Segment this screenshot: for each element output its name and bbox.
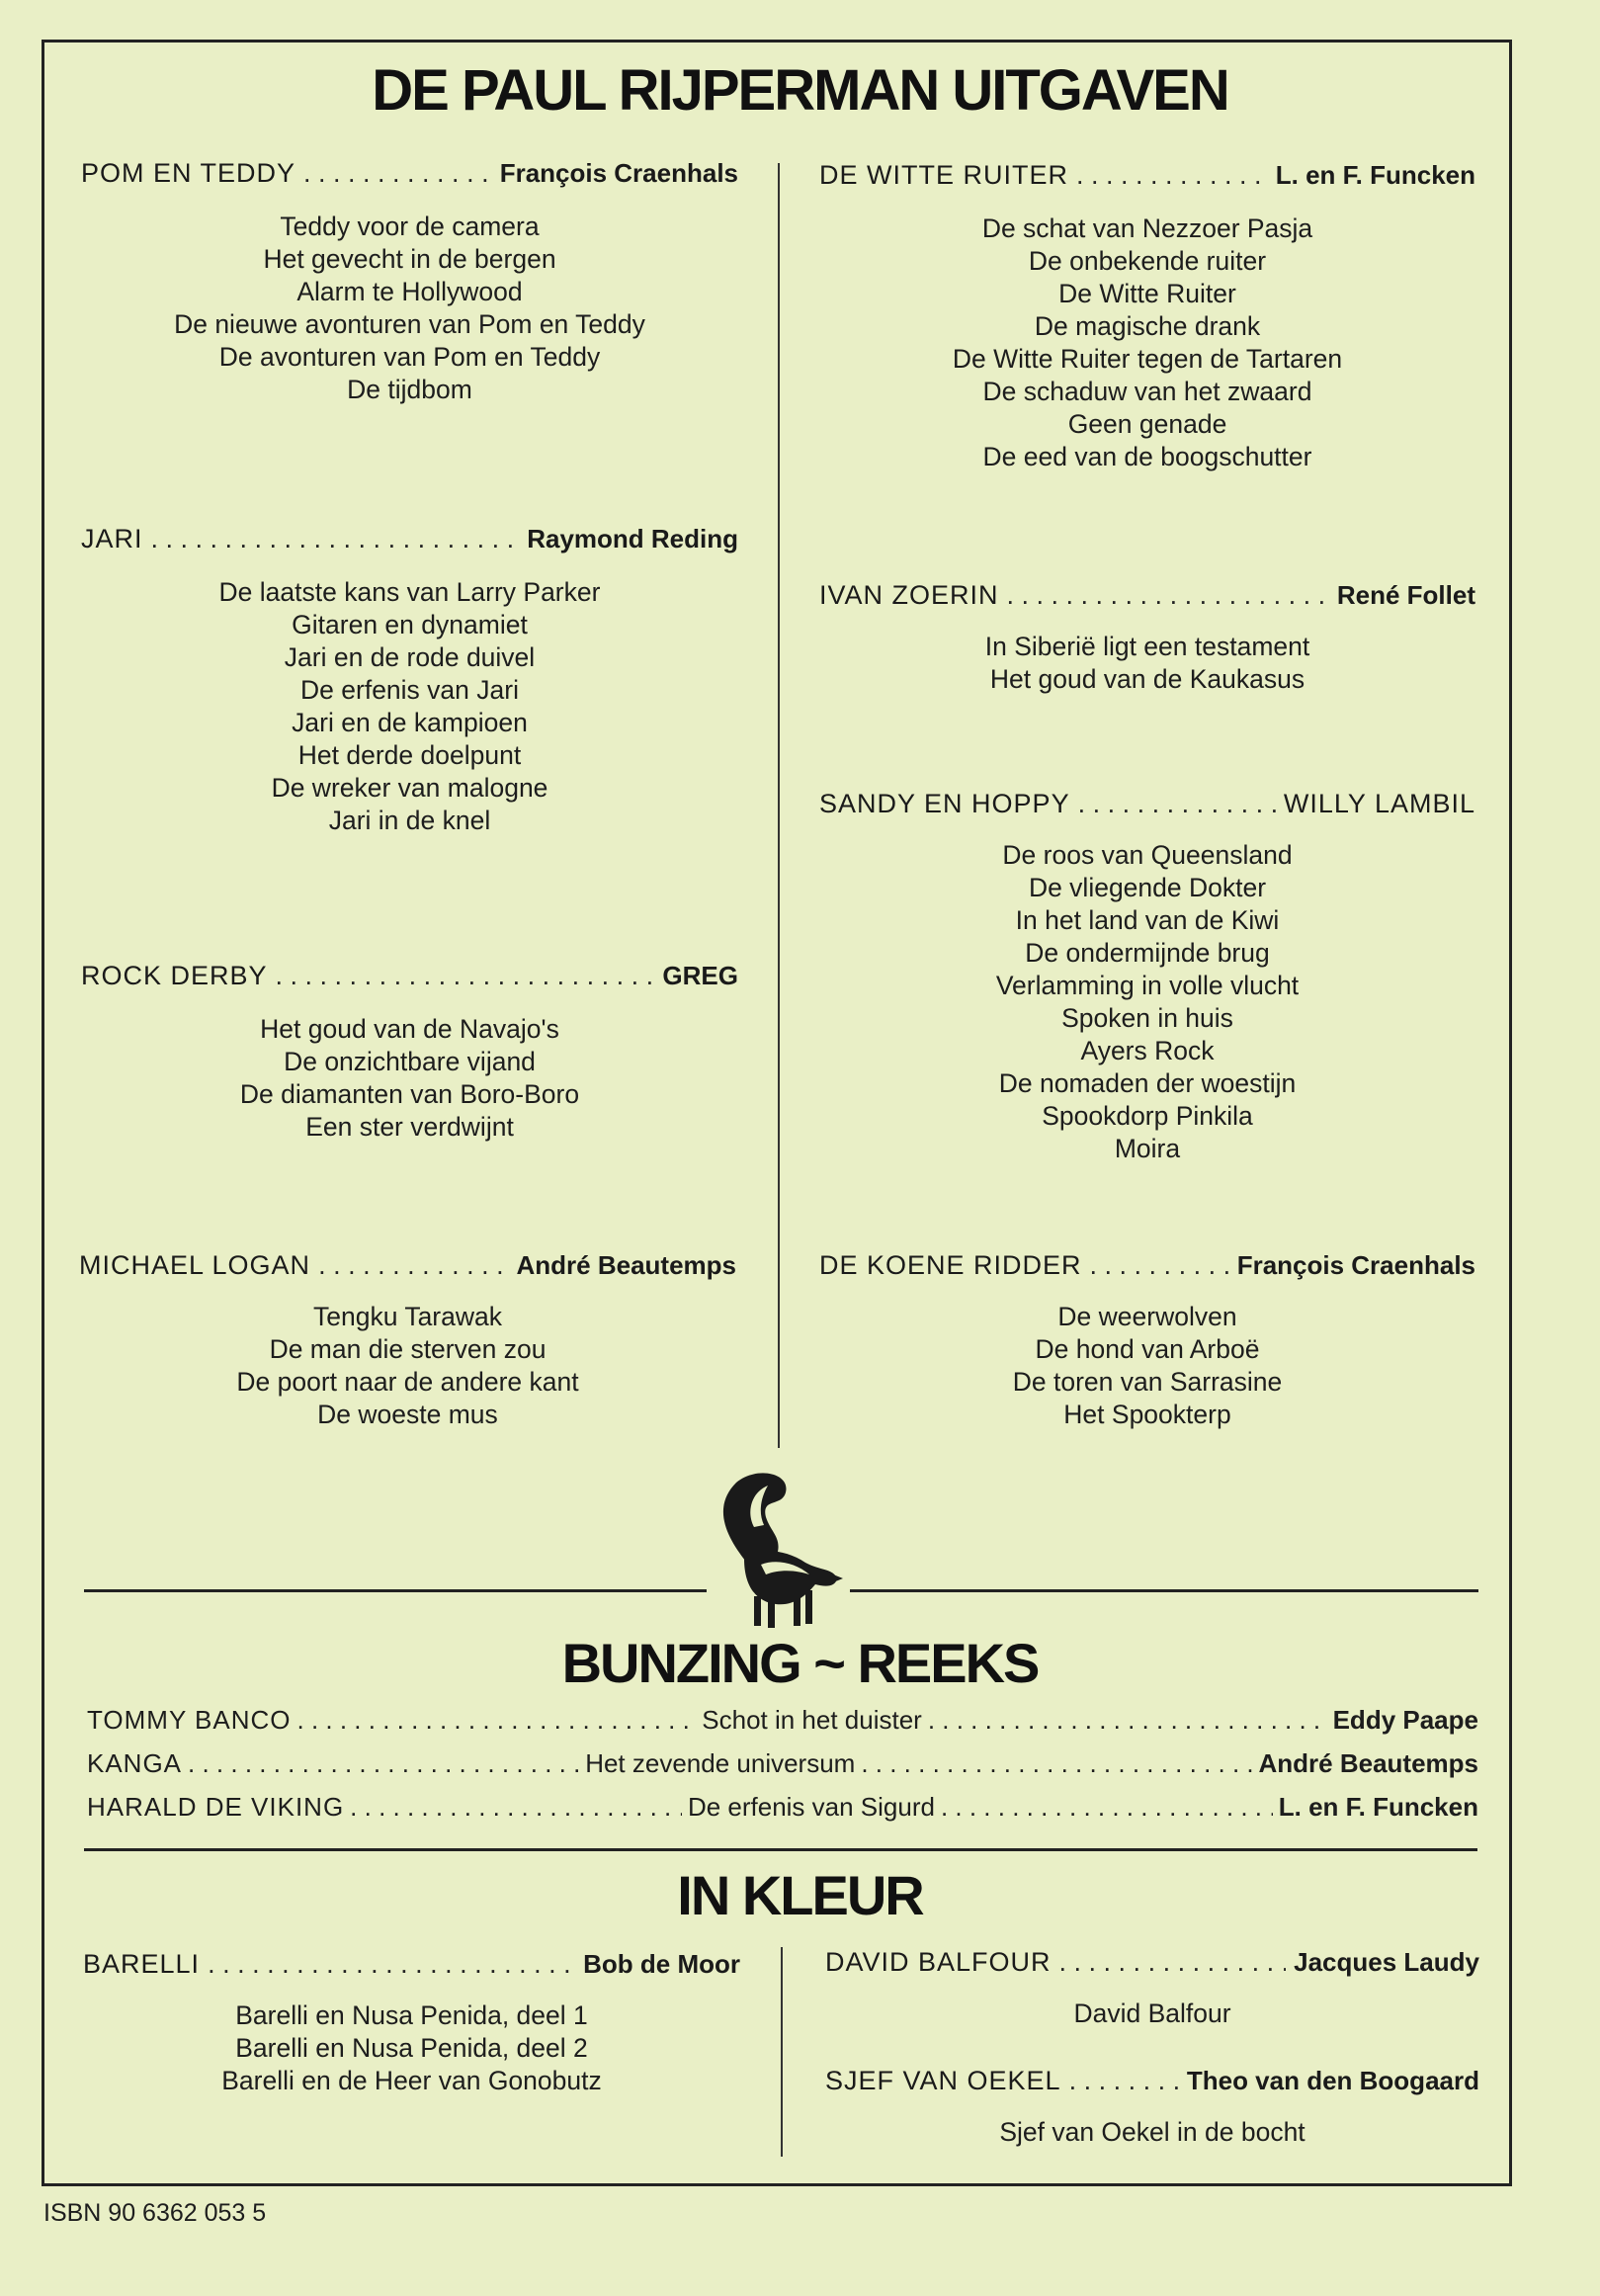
list-item: De diamanten van Boro-Boro: [239, 1079, 580, 1109]
series-author: René Follet: [1336, 580, 1475, 610]
title-list: [81, 576, 738, 837]
list-item: De avonturen van Pom en Teddy: [218, 342, 601, 372]
list-item: De weerwolven: [1057, 1302, 1237, 1331]
series-author: André Beautemps: [1258, 1748, 1478, 1778]
title-list: [819, 631, 1475, 696]
title-list: [81, 1013, 738, 1144]
list-item: David Balfour: [1073, 1998, 1231, 2028]
list-item: In het land van de Kiwi: [1015, 905, 1280, 935]
series-name: POM EN TEDDY: [81, 158, 296, 188]
list-item: De nieuwe avonturen van Pom en Teddy: [174, 309, 645, 339]
leader-dots: [941, 1792, 1273, 1823]
list-item: Het goud van de Navajo's: [260, 1014, 559, 1044]
section-title: BUNZING ~ REEKS: [561, 1632, 1039, 1694]
series-author: Theo van den Boogaard: [1186, 2066, 1479, 2095]
list-item: De laatste kans van Larry Parker: [218, 577, 601, 607]
leader-dots: [1059, 1947, 1287, 1978]
title-list: [81, 211, 738, 406]
list-item: De vliegende Dokter: [1028, 873, 1267, 902]
list-item: De Witte Ruiter tegen de Tartaren: [952, 344, 1343, 374]
series-author: François Craenhals: [1236, 1250, 1475, 1280]
title-list: [825, 2116, 1479, 2149]
list-item: Alarm te Hollywood: [296, 277, 523, 306]
series-name: ROCK DERBY: [81, 961, 268, 990]
skunk-logo-icon: [707, 1468, 845, 1636]
leader-dots: [318, 1250, 508, 1281]
list-item: Moira: [1114, 1134, 1181, 1163]
leader-dots: [276, 961, 655, 991]
book-title: Het zevende universum: [585, 1748, 856, 1778]
list-item: De erfenis van Jari: [300, 675, 519, 705]
list-item: De eed van de boogschutter: [982, 442, 1312, 471]
series-block: [79, 1250, 736, 1431]
list-item: Barelli en Nusa Penida, deel 2: [235, 2033, 588, 2063]
leader-dots: [1069, 2066, 1179, 2096]
list-item: Het goud van de Kaukasus: [989, 664, 1305, 694]
list-item: De wreker van malogne: [271, 773, 548, 803]
series-block: [819, 1250, 1475, 1431]
leader-dots: [1090, 1250, 1229, 1281]
list-item: Barelli en Nusa Penida, deel 1: [235, 2000, 588, 2030]
list-item: De Witte Ruiter: [1058, 279, 1236, 308]
series-block: [81, 524, 738, 837]
series-name: MICHAEL LOGAN: [79, 1250, 311, 1280]
series-heading: [83, 1949, 740, 1980]
leader-dots: [151, 524, 520, 554]
isbn-label: ISBN 90 6362 053 5: [43, 2199, 267, 2227]
series-name: TOMMY BANCO: [87, 1705, 292, 1735]
leader-dots: [303, 158, 492, 189]
list-item: De toren van Sarrasine: [1012, 1367, 1283, 1397]
series-block: [825, 2066, 1479, 2149]
list-item: Ayers Rock: [1080, 1036, 1215, 1065]
series-author: Jacques Laudy: [1294, 1947, 1479, 1977]
leader-dots: [1007, 580, 1329, 611]
series-heading: [819, 160, 1475, 191]
series-heading: [819, 1250, 1475, 1281]
series-author: André Beautemps: [516, 1250, 736, 1280]
list-item: Gitaren en dynamiet: [292, 610, 528, 639]
leader-dots: [861, 1748, 1252, 1779]
leader-dots: [297, 1705, 697, 1736]
divider-rule: [850, 1589, 1478, 1592]
leader-dots: [928, 1705, 1327, 1736]
divider-rule: [84, 1848, 1477, 1851]
page-title: DE PAUL RIJPERMAN UITGAVEN: [372, 58, 1228, 123]
list-item: De onbekende ruiter: [1028, 246, 1267, 276]
list-item: Sjef van Oekel in de bocht: [999, 2117, 1305, 2147]
list-item: Het Spookterp: [1063, 1400, 1231, 1429]
series-name: DAVID BALFOUR: [825, 1947, 1052, 1977]
list-item: Het derde doelpunt: [297, 740, 522, 770]
series-name: SANDY EN HOPPY: [819, 789, 1070, 818]
series-block: [83, 1949, 740, 2097]
list-item: De ondermijnde brug: [1025, 938, 1270, 968]
column-divider: [778, 163, 780, 1448]
list-item: De hond van Arboë: [1035, 1334, 1260, 1364]
list-item: De nomaden der woestijn: [998, 1068, 1297, 1098]
list-item: [87, 1705, 1478, 1736]
series-name: JARI: [81, 524, 143, 553]
series-author: Bob de Moor: [583, 1949, 740, 1979]
series-author: GREG: [662, 961, 738, 990]
list-item: Jari en de rode duivel: [284, 642, 536, 672]
list-item: Een ster verdwijnt: [305, 1112, 514, 1142]
series-heading: [81, 961, 738, 991]
list-item: De roos van Queensland: [1002, 840, 1293, 870]
list-item: De woeste mus: [317, 1400, 498, 1429]
series-name: HARALD DE VIKING: [87, 1792, 345, 1822]
leader-dots: [350, 1792, 682, 1823]
leader-dots: [188, 1748, 579, 1779]
list-item: De tijdbom: [347, 375, 472, 404]
series-author: Raymond Reding: [527, 524, 738, 553]
list-item: Het gevecht in de bergen: [263, 244, 556, 274]
series-author: Eddy Paape: [1332, 1705, 1478, 1735]
list-item: Tengku Tarawak: [312, 1302, 502, 1331]
list-item: Spookdorp Pinkila: [1042, 1101, 1253, 1131]
list-item: De man die sterven zou: [269, 1334, 547, 1364]
list-item: Verlamming in volle vlucht: [995, 971, 1300, 1000]
series-heading: [79, 1250, 736, 1281]
series-heading: [81, 524, 738, 554]
title-list: [79, 1301, 736, 1431]
list-item: Teddy voor de camera: [280, 212, 540, 241]
list-item: Spoken in huis: [1061, 1003, 1233, 1033]
series-block: [819, 580, 1475, 696]
series-block: [81, 961, 738, 1144]
list-item: Jari in de knel: [328, 806, 491, 835]
list-item: Barelli en de Heer van Gonobutz: [221, 2066, 602, 2095]
series-author: WILLY LAMBIL: [1283, 789, 1475, 818]
series-name: IVAN ZOERIN: [819, 580, 999, 610]
series-author: François Craenhals: [499, 158, 738, 188]
list-item: In Siberië ligt een testament: [984, 632, 1310, 661]
series-name: DE KOENE RIDDER: [819, 1250, 1082, 1280]
section-title: IN KLEUR: [677, 1864, 923, 1926]
title-list: [83, 1999, 740, 2097]
divider-rule: [84, 1589, 707, 1592]
series-heading: [81, 158, 738, 189]
book-title: Schot in het duister: [702, 1705, 922, 1735]
list-item: [87, 1792, 1478, 1823]
title-list: [819, 213, 1475, 473]
list-item: De poort naar de andere kant: [236, 1367, 579, 1397]
list-item: De schaduw van het zwaard: [982, 377, 1312, 406]
series-heading: [819, 580, 1475, 611]
list-item: De magische drank: [1034, 311, 1261, 341]
list-item: [87, 1748, 1478, 1779]
list-item: De schat van Nezzoer Pasja: [981, 213, 1313, 243]
title-list: [819, 839, 1475, 1165]
series-block: [81, 158, 738, 406]
series-author: L. en F. Funcken: [1275, 160, 1475, 190]
series-name: SJEF VAN OEKEL: [825, 2066, 1061, 2095]
list-item: Geen genade: [1067, 409, 1227, 439]
series-name: KANGA: [87, 1748, 183, 1778]
series-heading: [825, 1947, 1479, 1978]
series-heading: [825, 2066, 1479, 2096]
series-heading: [819, 789, 1475, 819]
series-block: [819, 160, 1475, 473]
series-name: BARELLI: [83, 1949, 201, 1979]
series-author: L. en F. Funcken: [1278, 1792, 1478, 1822]
list-item: De onzichtbare vijand: [284, 1047, 536, 1076]
leader-dots: [1078, 789, 1276, 819]
leader-dots: [208, 1949, 575, 1980]
book-title: De erfenis van Sigurd: [687, 1792, 935, 1822]
leader-dots: [1076, 160, 1268, 191]
title-list: [825, 1998, 1479, 2030]
list-item: Jari en de kampioen: [292, 708, 528, 737]
title-list: [819, 1301, 1475, 1431]
series-block: [825, 1947, 1479, 2030]
series-block: [819, 789, 1475, 1165]
series-name: DE WITTE RUITER: [819, 160, 1068, 190]
column-divider: [781, 1947, 783, 2157]
